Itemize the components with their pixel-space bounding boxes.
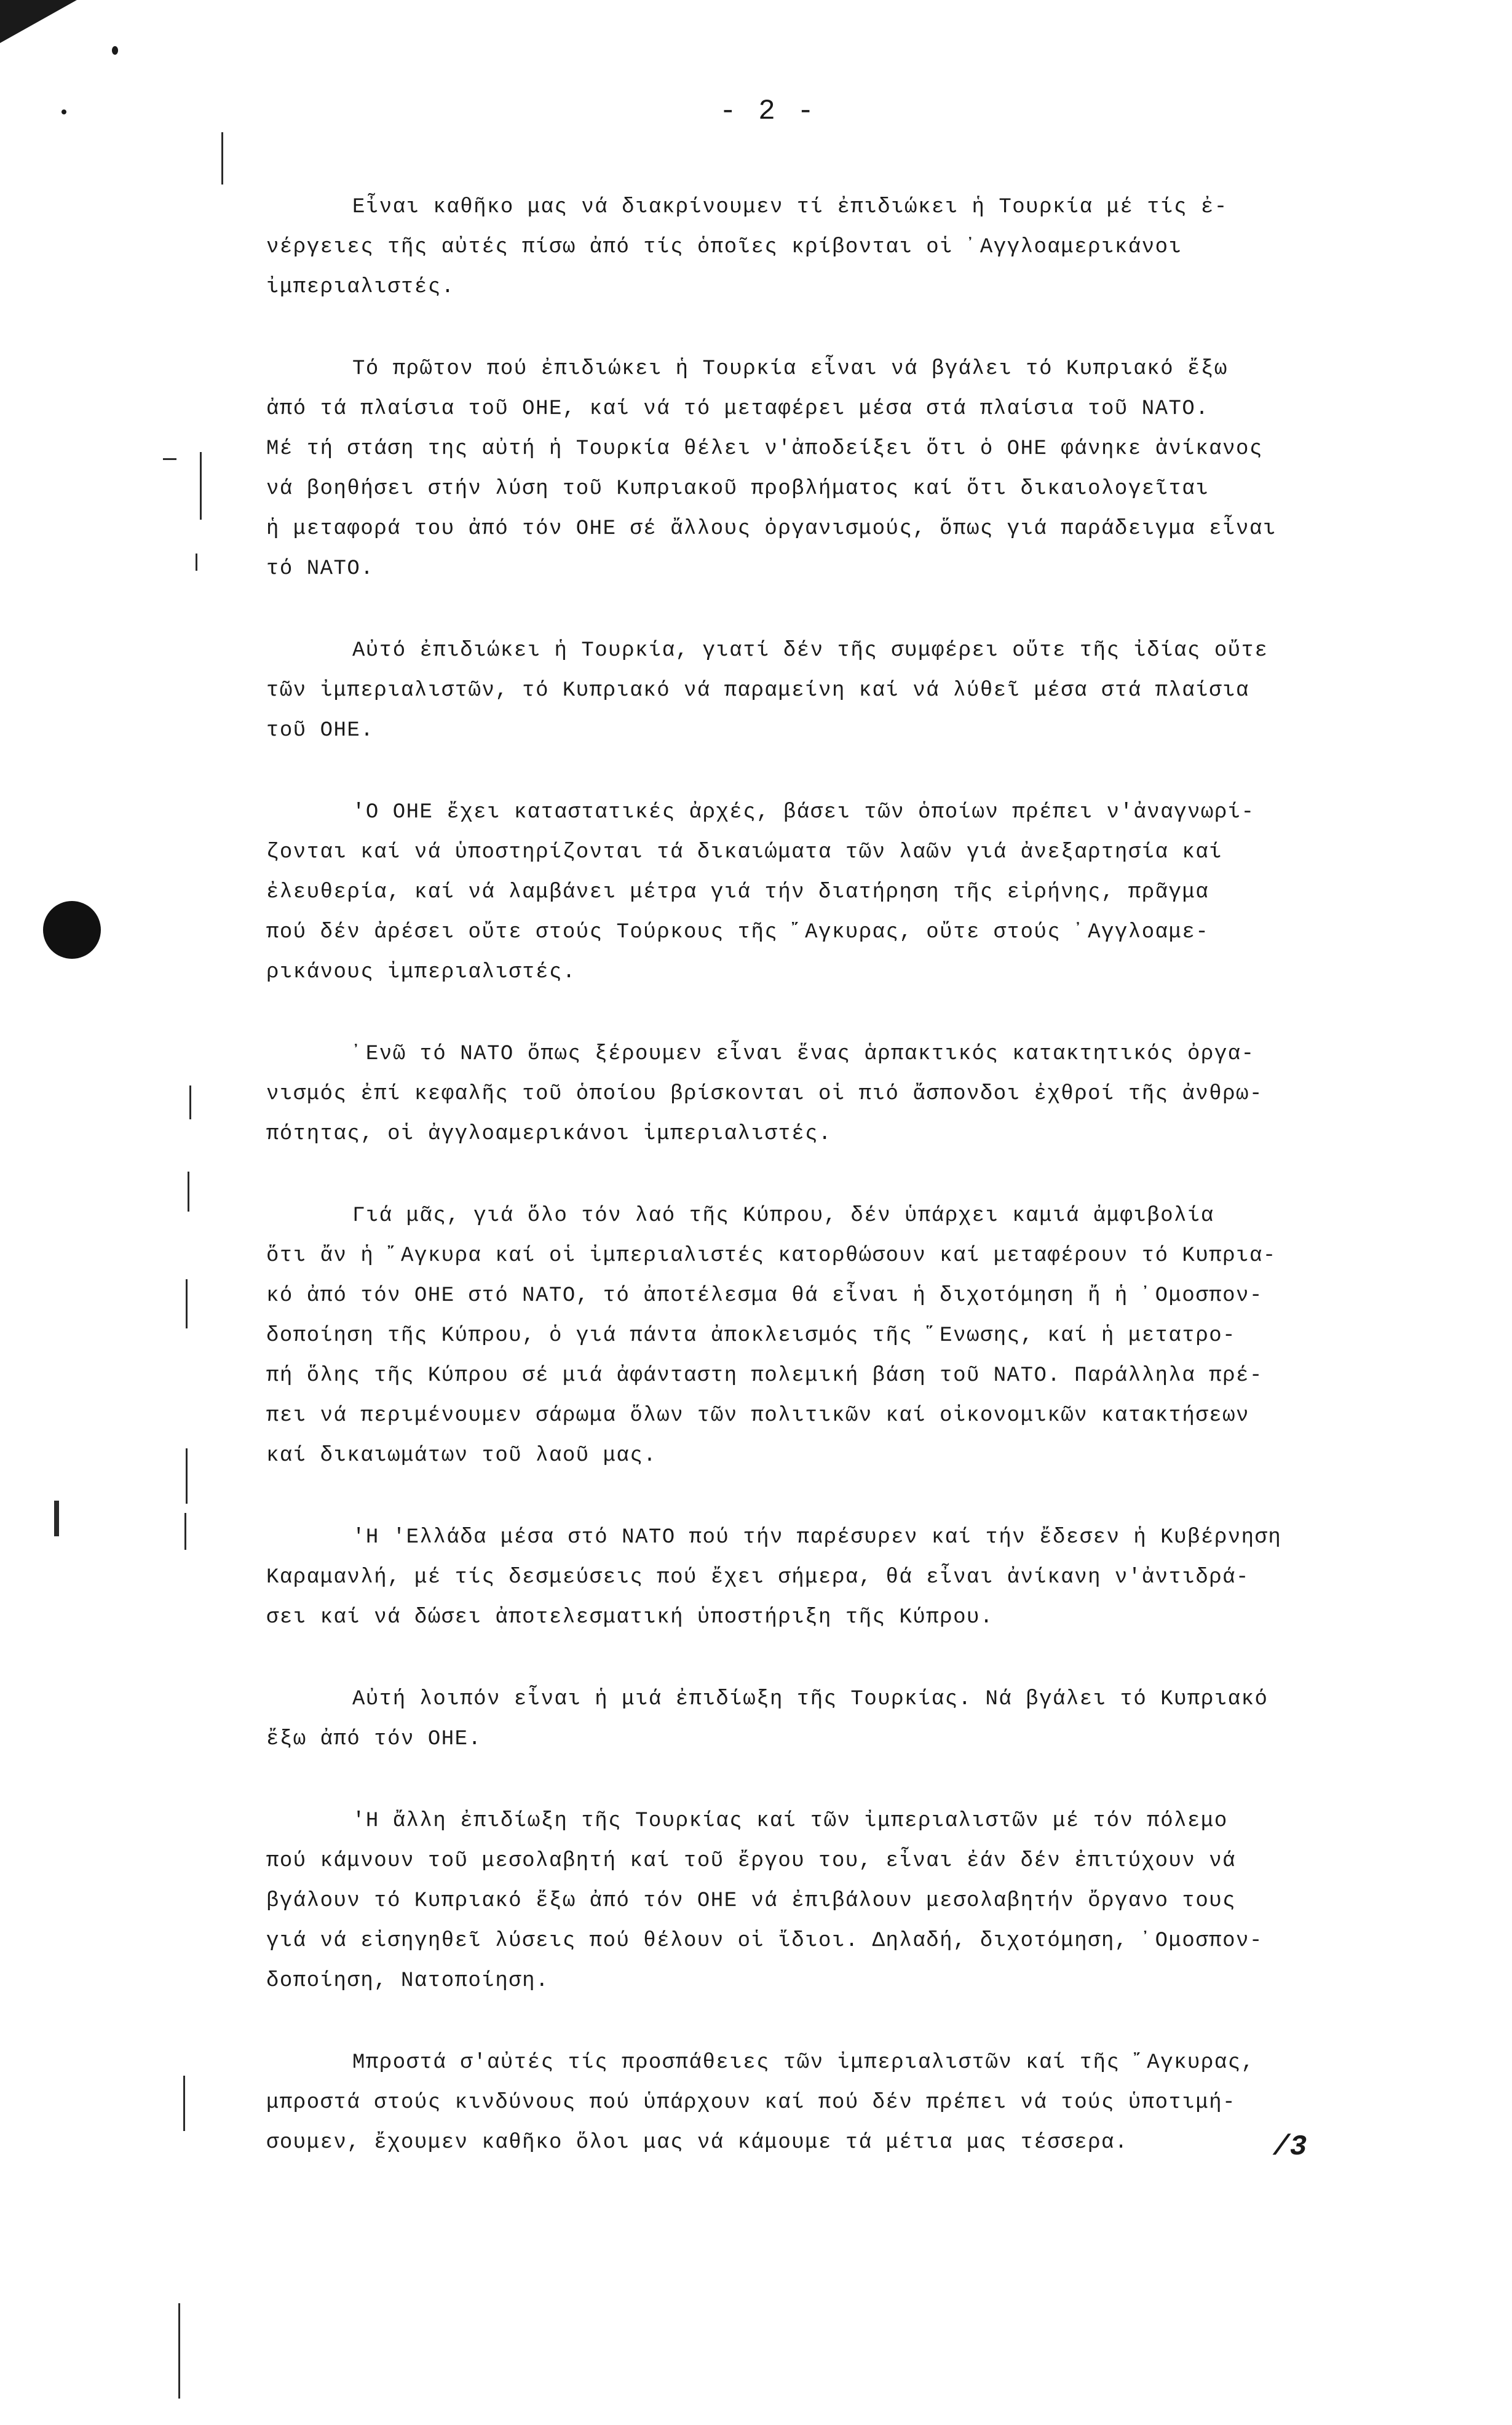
text-line: βγάλουν τό Κυπριακό ἔξω ἀπό τόν ΟΗΕ νά ἐπιβάλουν μεσολαβητήν ὄργανο τους [266,1889,1237,1913]
text-line: γιά νά εἰσηγηθεῖ λύσεις πού θέλουν οἱ ἴδιοι. Δηλαδή, διχοτόμηση, ᾿Ομοσπον- [266,1929,1263,1953]
paragraph [266,1518,1474,1638]
text-line: τῶν ἰμπεριαλιστῶν, τό Κυπριακό νά παραμείνη καί νά λύθεῖ μέσα στά πλαίσια [266,679,1249,702]
text-line: πει νά περιμένουμεν σάρωμα ὅλων τῶν πολιτικῶν καί οἰκονομικῶν κατακτήσεων [266,1404,1249,1427]
text-line: ἡ μεταφορά του ἀπό τόν ΟΗΕ σέ ἄλλους ὀργανισμούς, ὅπως γιά παράδειγμα εἶναι [266,517,1276,541]
text-line: ἔξω ἀπό τόν ΟΗΕ. [266,1728,482,1751]
text-line: Τό πρῶτον πού ἐπιδιώκει ἡ Τουρκία εἶναι νά βγάλει τό Κυπριακό ἔξω [352,357,1228,381]
page-number: - 2 - [719,95,817,127]
text-line: πότητας, οἱ ἀγγλοαμερικάνοι ἰμπεριαλιστές. [266,1122,832,1146]
continuation-mark: /3 [1273,2131,1307,2163]
text-line: νισμός ἐπί κεφαλῆς τοῦ ὁποίου βρίσκονται οἱ πιό ἄσπονδοι ἐχθροί τῆς ἀνθρω- [266,1082,1263,1106]
text-line: σει καί νά δώσει ἀποτελεσματική ὑποστήριξη τῆς Κύπρου. [266,1606,994,1629]
text-line: δοποίηση, Νατοποίηση. [266,1969,549,1993]
text-line: ἐλευθερία, καί νά λαμβάνει μέτρα γιά τήν διατήρηση τῆς εἰρήνης, πρᾶγμα [266,881,1209,904]
text-line: Καραμανλή, μέ τίς δεσμεύσεις πού ἔχει σήμερα, θά εἶναι ἀνίκανη ν'ἀντιδρά- [266,1566,1249,1589]
text-line: ὅτι ἄν ἡ ῎Αγκυρα καί οἱ ἰμπεριαλιστές κατορθώσουν καί μεταφέρουν τό Κυπρια- [266,1244,1276,1268]
text-line: σουμεν, ἔχουμεν καθῆκο ὅλοι μας νά κάμουμε τά μέτια μας τέσσερα. [266,2131,1128,2154]
text-line: καί δικαιωμάτων τοῦ λαοῦ μας. [266,1444,657,1467]
text-line: Εἶναι καθῆκο μας νά διακρίνουμεν τί ἐπιδιώκει ἡ Τουρκία μέ τίς ἐ- [352,196,1228,219]
text-line: τό ΝΑΤΟ. [266,557,374,581]
text-line: Αὐτό ἐπιδιώκει ἡ Τουρκία, γιατί δέν τῆς συμφέρει οὔτε τῆς ἰδίας οὔτε [352,639,1269,662]
text-line: ζονται καί νά ὑποστηρίζονται τά δικαιώματα τῶν λαῶν γιά ἀνεξαρτησία καί [266,841,1223,864]
text-line: 'Η 'Ελλάδα μέσα στό ΝΑΤΟ πού τήν παρέσυρεν καί τήν ἔδεσεν ἡ Κυβέρνηση [352,1526,1282,1549]
margin-line [200,452,202,520]
margin-line [186,1279,188,1328]
text-line: πού κάμνουν τοῦ μεσολαβητή καί τοῦ ἔργου του, εἶναι ἐάν δέν ἐπιτύχουν νά [266,1849,1237,1873]
text-line: μπροστά στούς κινδύνους πού ὑπάρχουν καί πού δέν πρέπει νά τούς ὑποτιμή- [266,2091,1237,2114]
paragraph [266,631,1474,751]
punch-hole [43,901,101,959]
margin-line [183,2076,185,2131]
scan-speck [112,46,118,55]
document-body [266,188,1474,2205]
paragraph [266,1801,1474,2001]
text-line: Αὐτή λοιπόν εἶναι ἡ μιά ἐπιδίωξη τῆς Τουρκίας. Νά βγάλει τό Κυπριακό [352,1688,1269,1711]
margin-line [186,1448,188,1504]
text-line: ρικάνους ἰμπεριαλιστές. [266,961,576,984]
paragraph [266,793,1474,993]
paragraph [266,1196,1474,1476]
scan-corner-mark [0,0,77,43]
text-line: πού δέν ἀρέσει οὔτε στούς Τούρκους τῆς ῎Αγκυρας, οὔτε στούς ᾿Αγγλοαμε- [266,921,1209,944]
paragraph [266,349,1474,589]
text-line: νά βοηθήσει στήν λύση τοῦ Κυπριακοῦ προβλήματος καί ὅτι δικαιολογεῖται [266,477,1209,501]
text-line: 'Η ἄλλη ἐπιδίωξη τῆς Τουρκίας καί τῶν ἰμπεριαλιστῶν μέ τόν πόλεμο [352,1809,1228,1833]
margin-line [189,1085,191,1119]
text-line: Μέ τή στάση της αὐτή ἡ Τουρκία θέλει ν'ἀποδείξει ὅτι ὁ ΟΗΕ φάνηκε ἀνίκανος [266,437,1263,461]
text-line: ἀπό τά πλαίσια τοῦ ΟΗΕ, καί νά τό μεταφέρει μέσα στά πλαίσια τοῦ ΝΑΤΟ. [266,397,1209,421]
text-line: ᾿Ενῶ τό ΝΑΤΟ ὅπως ξέρουμεν εἶναι ἕνας ἁρπακτικός κατακτητικός ὀργα- [352,1042,1255,1066]
text-line: πή ὅλης τῆς Κύπρου σέ μιά ἀφάνταστη πολεμική βάση τοῦ ΝΑΤΟ. Παράλληλα πρέ- [266,1364,1263,1387]
margin-line [178,2303,180,2399]
margin-line [196,554,197,571]
margin-line [54,1501,59,1536]
text-line: νέργειες τῆς αὐτές πίσω ἀπό τίς ὁποῖες κρίβονται οἱ ᾿Αγγλοαμερικάνοι [266,236,1182,259]
paragraph [266,188,1474,308]
text-line: ἰμπεριαλιστές. [266,276,455,299]
text-line: Γιά μᾶς, γιά ὅλο τόν λαό τῆς Κύπρου, δέν ὑπάρχει καμιά ἀμφιβολία [352,1204,1214,1228]
text-line: τοῦ ΟΗΕ. [266,719,374,742]
text-line: δοποίηση τῆς Κύπρου, ὁ γιά πάντα ἀποκλεισμός τῆς ῞Ενωσης, καί ἡ μετατρο- [266,1324,1237,1347]
margin-line [188,1172,189,1212]
margin-line [184,1513,186,1550]
scan-speck [61,109,66,114]
text-line: κό ἀπό τόν ΟΗΕ στό ΝΑΤΟ, τό ἀποτέλεσμα θά εἶναι ἡ διχοτόμηση ἤ ἡ ᾿Ομοσπον- [266,1284,1263,1308]
paragraph [266,1680,1474,1760]
text-line: 'Ο ΟΗΕ ἔχει καταστατικές ἀρχές, βάσει τῶν ὁποίων πρέπει ν'ἀναγνωρί- [352,801,1255,824]
paragraph [266,1034,1474,1154]
text-line: Μπροστά σ'αὐτές τίς προσπάθειες τῶν ἰμπεριαλιστῶν καί τῆς ῎Αγκυρας, [352,2051,1255,2074]
margin-line [221,132,223,185]
margin-tick [163,458,176,460]
